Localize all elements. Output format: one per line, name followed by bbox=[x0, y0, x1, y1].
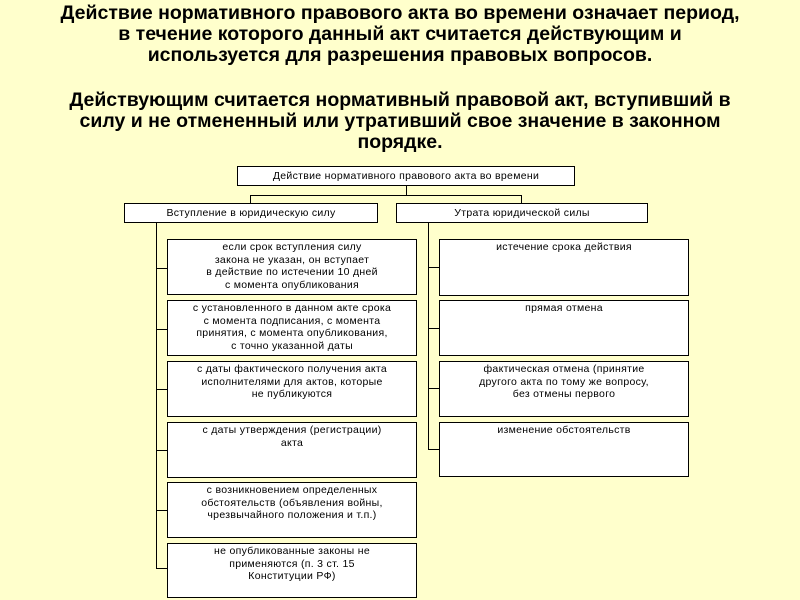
connector-loss-trunk bbox=[428, 222, 429, 449]
intro-line-2: в течение которого данный акт считается действующим и bbox=[118, 23, 682, 45]
root-box: Действие нормативного правового акта во времени bbox=[237, 166, 575, 186]
entry-item-2-line-4: с точно указанной даты bbox=[231, 339, 353, 352]
intro-line-1: Действие нормативного правового акта во времени означает период, bbox=[60, 2, 740, 24]
entry-item-6-line-1: не опубликованные законы не bbox=[214, 545, 370, 557]
connector-entry-tick-2 bbox=[156, 329, 167, 330]
connector-loss-tick-3 bbox=[428, 388, 439, 389]
entry-item-1 bbox=[167, 239, 417, 295]
loss-item-3-line-3: без отмены первого bbox=[512, 388, 616, 400]
entry-item-5-line-3: чрезвычайного положения и т.п.) bbox=[207, 509, 377, 521]
entry-item-2 bbox=[167, 300, 417, 356]
definition-line-2: силу и не отмененный или утративший свое значение в законном bbox=[79, 110, 721, 132]
entry-item-6 bbox=[167, 543, 417, 598]
entry-item-5 bbox=[167, 482, 417, 538]
connector-loss-tick-2 bbox=[428, 328, 439, 329]
entry-item-1-line-4: с момента опубликования bbox=[224, 278, 360, 291]
entry-item-4-line-2: акта bbox=[280, 436, 304, 449]
connector-entry-tick-4 bbox=[156, 450, 167, 451]
entry-item-6-line-2: применяются (п. 3 ст. 15 bbox=[229, 557, 355, 570]
entry-item-2-line-2: с момента подписания, с момента bbox=[203, 314, 381, 327]
entry-item-5-line-1: с возникновением определенных bbox=[206, 484, 378, 496]
entry-item-3-line-2: исполнителями для актов, которые bbox=[201, 375, 383, 388]
entry-item-2-line-3: принятия, с момента опубликования, bbox=[196, 327, 388, 339]
connector-loss-tick-4 bbox=[428, 449, 439, 450]
loss-item-3 bbox=[439, 361, 689, 417]
definition-line-1: Действующим считается нормативный правовой акт, вступивший в bbox=[69, 89, 731, 111]
entry-branch-box: Вступление в юридическую силу bbox=[124, 203, 378, 223]
loss-item-4-line-1: изменение обстоятельств bbox=[497, 424, 631, 436]
connector-entry-trunk bbox=[156, 222, 157, 569]
loss-item-2 bbox=[439, 300, 689, 356]
definition-line-3: порядке. bbox=[357, 131, 443, 153]
loss-item-4 bbox=[439, 422, 689, 477]
loss-branch-box: Утрата юридической силы bbox=[396, 203, 648, 223]
entry-item-2-line-1: с установленного в данном акте срока bbox=[192, 302, 392, 314]
connector-entry-tick-3 bbox=[156, 389, 167, 390]
connector-loss-up bbox=[521, 195, 522, 203]
loss-item-1-line-1: истечение срока действия bbox=[496, 241, 632, 253]
connector-loss-tick-1 bbox=[428, 267, 439, 268]
entry-item-1-line-2: закона не указан, он вступает bbox=[214, 253, 370, 266]
loss-item-3-line-2: другого акта по тому же вопросу, bbox=[479, 375, 649, 388]
connector-root-down bbox=[406, 186, 407, 195]
connector-entry-tick-1 bbox=[156, 268, 167, 269]
connector-entry-tick-5 bbox=[156, 510, 167, 511]
intro-heading bbox=[0, 3, 800, 66]
connector-entry-tick-6 bbox=[156, 568, 167, 569]
entry-item-1-line-1: если срок вступления силу bbox=[222, 241, 362, 253]
entry-item-3-line-3: не публикуются bbox=[251, 388, 333, 400]
entry-item-3-line-1: с даты фактического получения акта bbox=[196, 363, 388, 375]
entry-item-1-line-3: в действие по истечении 10 дней bbox=[206, 266, 378, 278]
entry-item-4 bbox=[167, 422, 417, 478]
loss-item-1 bbox=[439, 239, 689, 296]
connector-entry-up bbox=[250, 195, 251, 203]
intro-line-3: используется для разрешения правовых вопросов. bbox=[147, 44, 653, 66]
loss-item-3-line-1: фактическая отмена (принятие bbox=[483, 363, 645, 375]
definition-paragraph bbox=[10, 90, 790, 153]
entry-item-3 bbox=[167, 361, 417, 417]
entry-item-4-line-1: с даты утверждения (регистрации) bbox=[202, 424, 382, 436]
entry-item-5-line-2: обстоятельств (объявления войны, bbox=[201, 496, 383, 509]
loss-item-2-line-1: прямая отмена bbox=[525, 302, 603, 314]
connector-branch-horizontal bbox=[250, 195, 522, 196]
entry-item-6-line-3: Конституции РФ) bbox=[248, 570, 336, 582]
